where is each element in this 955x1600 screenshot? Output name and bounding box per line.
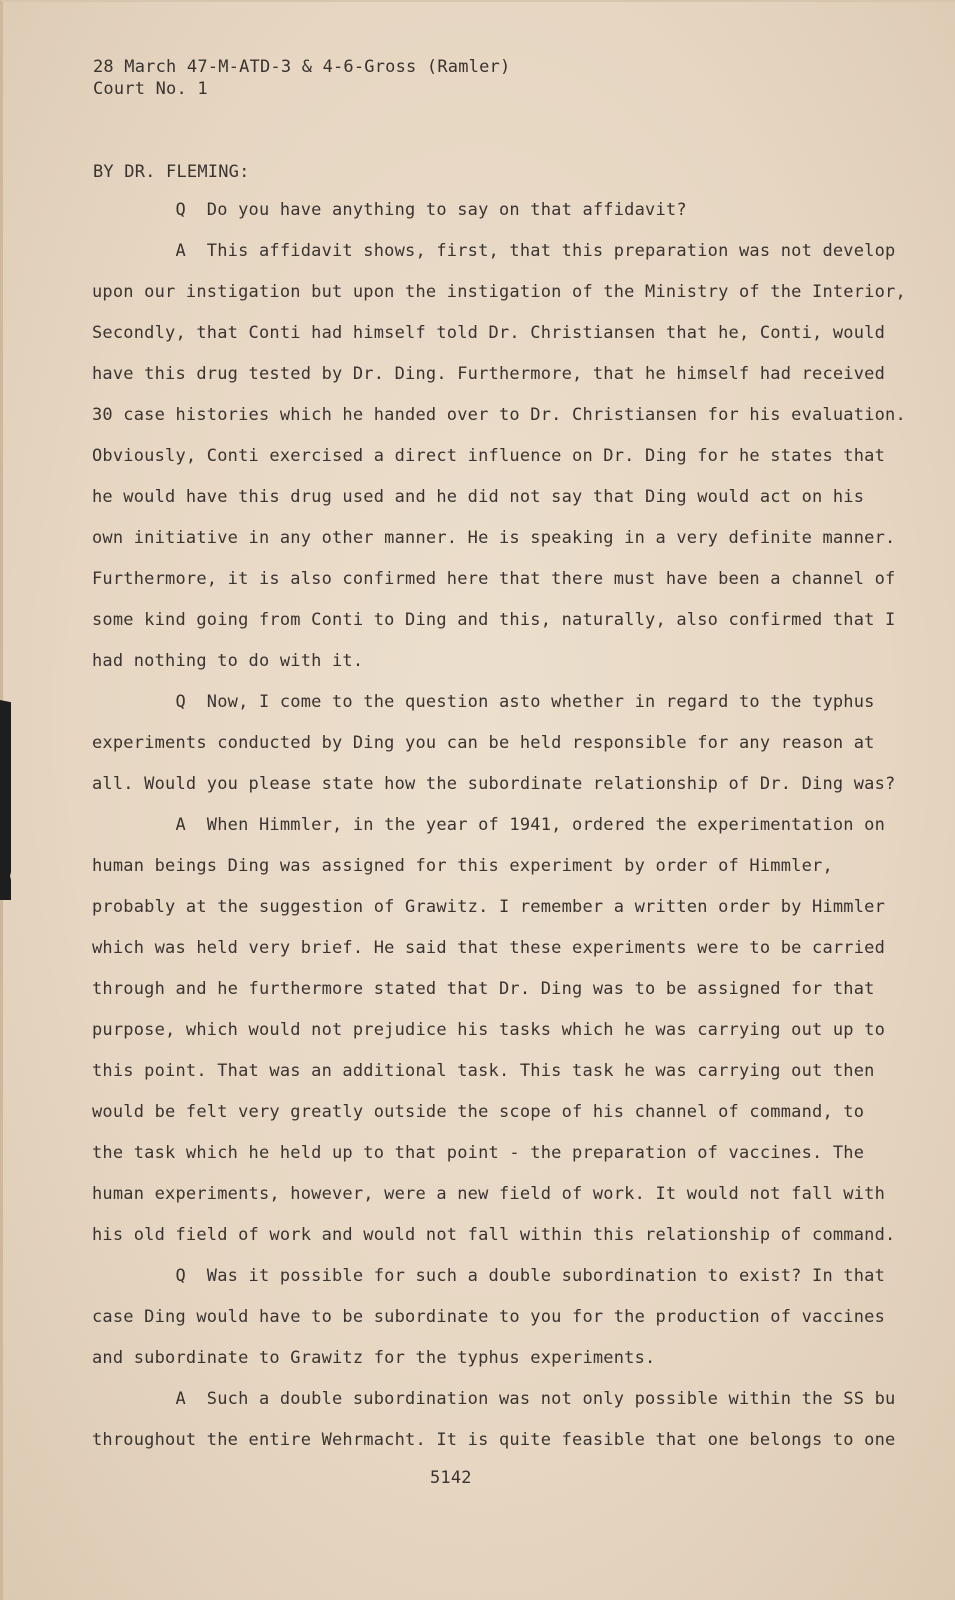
transcript-line: human experiments, however, were a new field of work. It would not fall with bbox=[92, 1184, 886, 1204]
header-line-2: Court No. 1 bbox=[93, 79, 208, 99]
transcript-line: have this drug tested by Dr. Ding. Furthermore, that he himself had received bbox=[92, 364, 886, 384]
transcript-line: human beings Ding was assigned for this experiment by order of Himmler, bbox=[92, 856, 833, 876]
transcript-line: he would have this drug used and he did not say that Ding would act on his bbox=[92, 487, 865, 507]
document-header bbox=[93, 56, 510, 100]
page-number: 5142 bbox=[430, 1468, 472, 1488]
transcript-line: through and he furthermore stated that Dr. Ding was to be assigned for that bbox=[92, 979, 875, 999]
transcript-line: Furthermore, it is also confirmed here that there must have been a channel of bbox=[92, 569, 896, 589]
transcript-line: Secondly, that Conti had himself told Dr. Christiansen that he, Conti, would bbox=[92, 323, 886, 343]
transcript-line: Obviously, Conti exercised a direct influence on Dr. Ding for he states that bbox=[92, 446, 886, 466]
transcript-line: the task which he held up to that point - the preparation of vaccines. The bbox=[92, 1143, 865, 1163]
transcript-line: A When Himmler, in the year of 1941, ordered the experimentation on bbox=[92, 815, 886, 835]
transcript-line: A This affidavit shows, first, that this preparation was not develop bbox=[92, 241, 896, 261]
transcript-line: case Ding would have to be subordinate to you for the production of vaccines bbox=[92, 1307, 886, 1327]
transcript-line: had nothing to do with it. bbox=[92, 651, 364, 671]
transcript-line: all. Would you please state how the subordinate relationship of Dr. Ding was? bbox=[92, 774, 896, 794]
transcript-line: 30 case histories which he handed over to Dr. Christiansen for his evaluation. bbox=[92, 405, 906, 425]
transcript-line: Q Do you have anything to say on that affidavit? bbox=[92, 200, 687, 220]
transcript-line: experiments conducted by Ding you can be held responsible for any reason at bbox=[92, 733, 875, 753]
transcript-line: own initiative in any other manner. He is speaking in a very definite manner. bbox=[92, 528, 896, 548]
transcript-line: this point. That was an additional task. This task he was carrying out then bbox=[92, 1061, 875, 1081]
transcript-line: Q Now, I come to the question asto whether in regard to the typhus bbox=[92, 692, 875, 712]
transcript-line: Q Was it possible for such a double subordination to exist? In that bbox=[92, 1266, 886, 1286]
transcript-line: some kind going from Conti to Ding and this, naturally, also confirmed that I bbox=[92, 610, 896, 630]
transcript-line: purpose, which would not prejudice his tasks which he was carrying out up to bbox=[92, 1020, 886, 1040]
examiner-heading: BY DR. FLEMING: bbox=[93, 162, 250, 182]
transcript-line: which was held very brief. He said that these experiments were to be carried bbox=[92, 938, 886, 958]
header-line-1: 28 March 47-M-ATD-3 & 4-6-Gross (Ramler) bbox=[93, 57, 511, 77]
transcript-line: upon our instigation but upon the instigation of the Ministry of the Interior, bbox=[92, 282, 906, 302]
transcript-line: his old field of work and would not fall within this relationship of command. bbox=[92, 1225, 896, 1245]
transcript-line: probably at the suggestion of Grawitz. I remember a written order by Himmler bbox=[92, 897, 886, 917]
transcript-line: A Such a double subordination was not only possible within the SS bu bbox=[92, 1389, 896, 1409]
transcript-line: throughout the entire Wehrmacht. It is quite feasible that one belongs to one bbox=[92, 1430, 896, 1450]
transcript-line: and subordinate to Grawitz for the typhus experiments. bbox=[92, 1348, 656, 1368]
transcript-line: would be felt very greatly outside the scope of his channel of command, to bbox=[92, 1102, 865, 1122]
